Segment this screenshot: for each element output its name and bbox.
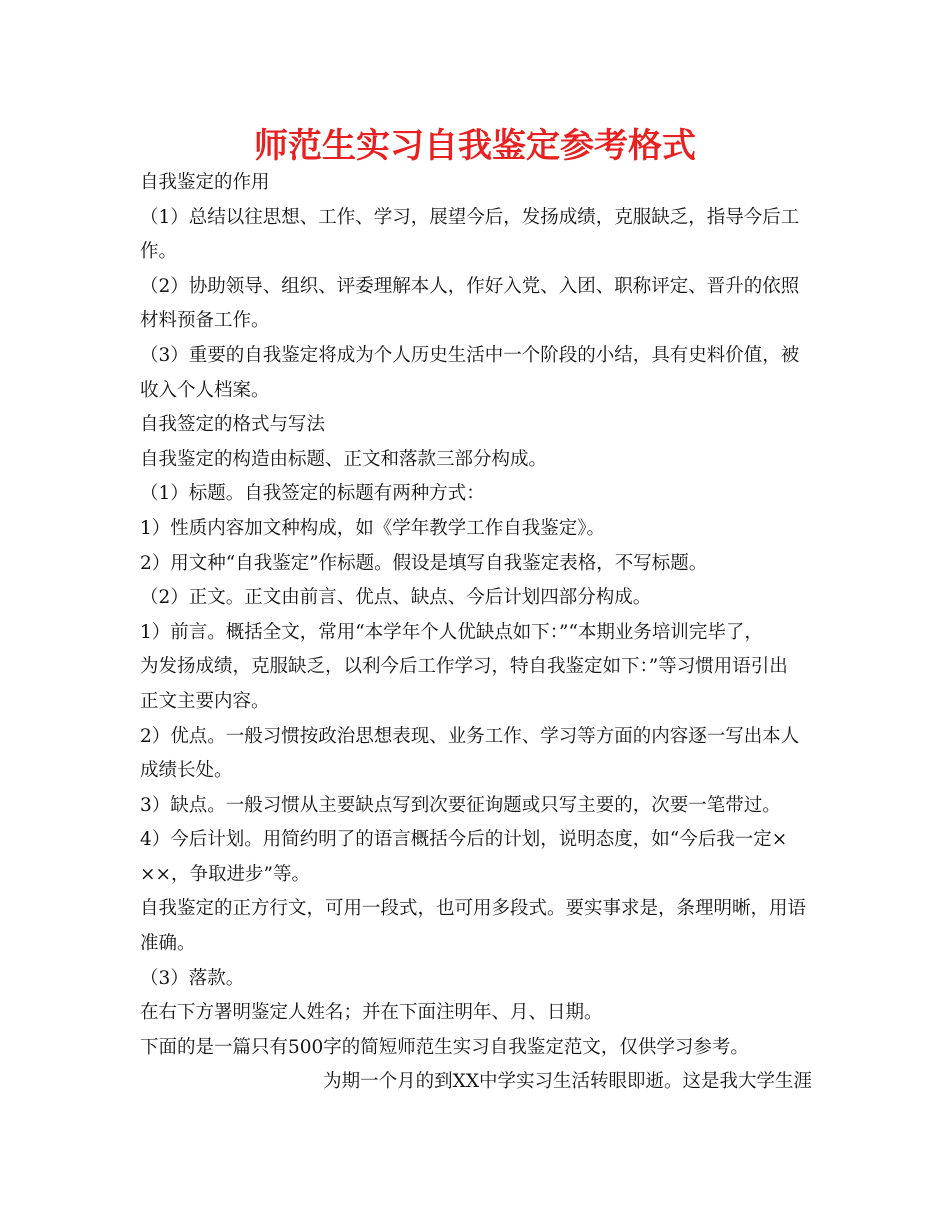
paragraph-line: 1）性质内容加文种构成，如《学年教学工作自我鉴定》。: [140, 517, 606, 539]
paragraph-line: 自我鉴定的构造由标题、正文和落款三部分构成。: [140, 448, 548, 470]
paragraph-line: （3）重要的自我鉴定将成为个人历史生活中一个阶段的小结，具有史料价值，被: [140, 344, 800, 366]
paragraph-line: 在右下方署明鉴定人姓名；并在下面注明年、月、日期。: [140, 1002, 603, 1024]
paragraph-line: 自我鉴定的正方行文，可用一段式，也可用多段式。要实事求是，条理明晰，用语: [140, 898, 807, 920]
paragraph-line: 材料预备工作。: [140, 310, 270, 332]
paragraph-line: 4）今后计划。用简约明了的语言概括今后的计划，说明态度，如“今后我一定×: [140, 829, 788, 851]
document-title: 师范生实习自我鉴定参考格式: [254, 126, 696, 166]
paragraph-line: （1）总结以往思想、工作、学习，展望今后，发扬成绩，克服缺乏，指导今后工: [140, 206, 800, 228]
paragraph-line: 1）前言。概括全文，常用“本学年个人优缺点如下：”“本期业务培训完毕了，: [140, 621, 763, 643]
paragraph-line: 2）用文种“自我鉴定”作标题。假设是填写自我鉴定表格，不写标题。: [140, 552, 708, 574]
paragraph-line: 收入个人档案。: [140, 379, 270, 401]
paragraph-line: （2）协助领导、组织、评委理解本人，作好入党、入团、职称评定、晋升的依照: [140, 275, 800, 297]
paragraph-line: （2）正文。正文由前言、优点、缺点、今后计划四部分构成。: [140, 587, 652, 609]
paragraph-line: 正文主要内容。: [140, 690, 270, 712]
paragraph-line: ××，争取进步”等。: [140, 863, 310, 885]
paragraph-line: 准确。: [140, 933, 196, 955]
paragraph-line: 作。: [140, 241, 178, 263]
paragraph-line: 为发扬成绩，克服缺乏，以利今后工作学习，特自我鉴定如下：”等习惯用语引出: [140, 656, 788, 678]
paragraph-line: 3）缺点。一般习惯从主要缺点写到次要征询题或只写主要的，次要一笔带过。: [140, 794, 781, 816]
paragraph-line: 成绩长处。: [140, 760, 233, 782]
document-body: [140, 166, 812, 1100]
section-heading-purpose: 自我鉴定的作用: [140, 172, 270, 193]
paragraph-line: （3）落款。: [140, 967, 245, 989]
sample-essay-opening-line: 为期一个月的到XX中学实习生活转眼即逝。这是我大学生涯: [323, 1071, 812, 1093]
paragraph-line: （1）标题。自我签定的标题有两种方式：: [140, 483, 485, 505]
paragraph-line: 2）优点。一般习惯按政治思想表现、业务工作、学习等方面的内容逐一写出本人: [140, 725, 800, 747]
section-heading-format: 自我签定的格式与写法: [140, 414, 326, 436]
paragraph-line: 下面的是一篇只有500字的简短师范生实习自我鉴定范文，仅供学习参考。: [140, 1036, 749, 1058]
